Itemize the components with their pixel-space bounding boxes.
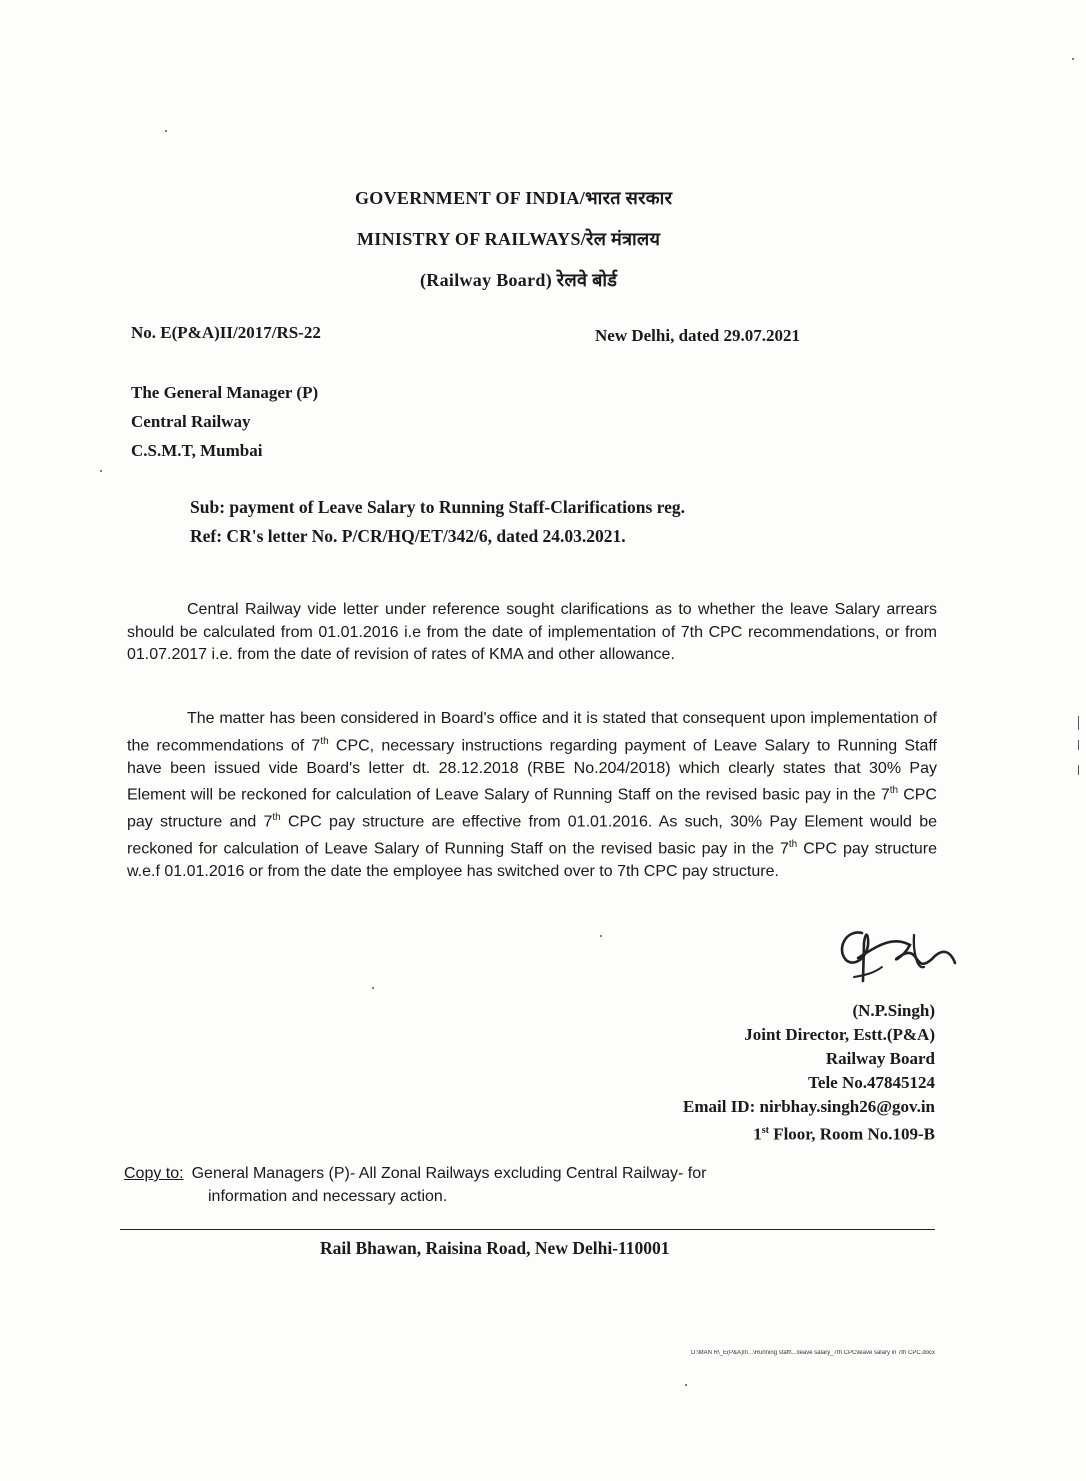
scan-speck (100, 470, 102, 472)
signatory-office: Railway Board (825, 1049, 935, 1068)
signatory-block (683, 999, 935, 1147)
reference-line: Ref: CR's letter No. P/CR/HQ/ET/342/6, dated 24.03.2021. (190, 526, 626, 546)
subject-line: Sub: payment of Leave Salary to Running Staff-Clarifications reg. (190, 497, 686, 517)
signatory-email: Email ID: nirbhay.singh26@gov.in (683, 1097, 935, 1116)
addressee-line: C.S.M.T, Mumbai (131, 441, 263, 460)
scan-speck (1078, 765, 1079, 775)
copy-to-label: Copy to: (124, 1165, 184, 1182)
scan-speck (372, 987, 374, 989)
scan-speck (1078, 740, 1079, 750)
scan-speck (1072, 58, 1074, 60)
scan-speck (685, 1384, 687, 1386)
header-railway-board: (Railway Board) रेलवे बोर्ड (420, 270, 618, 290)
copy-to-block (124, 1163, 706, 1208)
copy-to-text: General Managers (P)- All Zonal Railways excluding Central Railway- for (191, 1165, 707, 1182)
addressee-line: Central Railway (131, 412, 251, 431)
scan-speck (165, 130, 167, 132)
signature-mark (810, 905, 975, 1000)
addressee-block (131, 378, 318, 465)
file-path: D:\MAN R\_E(P&A)II\...\Running staff\...\leave salary_7th CPC\leave salary in 7th CPC.docx (691, 1350, 935, 1356)
subject-block (190, 493, 685, 551)
letter-number: No. E(P&A)II/2017/RS-22 (131, 323, 321, 342)
addressee-line: The General Manager (P) (131, 383, 319, 402)
signatory-name: (N.P.Singh) (852, 1001, 935, 1020)
copy-to-text-line-2: information and necessary action. (208, 1187, 448, 1205)
letter-date: New Delhi, dated 29.07.2021 (595, 326, 800, 345)
header-ministry: MINISTRY OF RAILWAYS/रेल मंत्रालय (357, 229, 661, 249)
body-paragraph-1: Central Railway vide letter under reference sought clarifications as to whether the leave Salary arrears should be calculated from 01.01.2016 i.e from the date of implementation of 7th CPC recommendations, or from 01.07.2017 i.e. from the date of revision of rates of KMA and other allowance. (127, 601, 937, 664)
signatory-room: 1st Floor, Room No.109-B (753, 1124, 935, 1144)
header-government: GOVERNMENT OF INDIA/भारत सरकार (355, 188, 673, 208)
scan-speck (1078, 716, 1079, 730)
signatory-designation: Joint Director, Estt.(P&A) (744, 1025, 935, 1044)
body-paragraph-2: The matter has been considered in Board's office and it is stated that consequent upon implementation of the recommendations of 7th CPC, necessary instructions regarding payment of Leave Salary to Running Staff have been issued vide Board's letter dt. 28.12.2018 (RBE No.204/2018) which clearly states that 30% Pay Element will be reckoned for calculation of Leave Salary of Running Staff on the revised basic pay in the 7th CPC pay structure and 7th CPC pay structure are effective from 01.01.2016. As such, 30% Pay Element would be reckoned for calculation of Leave Salary of Running Staff on the revised basic pay in the 7th CPC pay structure w.e.f 01.01.2016 or from the date the employee has switched over to 7th CPC pay structure. (127, 710, 938, 880)
footer-divider (120, 1229, 935, 1230)
signatory-tele: Tele No.47845124 (808, 1073, 935, 1092)
scan-speck (600, 935, 602, 937)
footer-address: Rail Bhawan, Raisina Road, New Delhi-110001 (320, 1238, 670, 1258)
